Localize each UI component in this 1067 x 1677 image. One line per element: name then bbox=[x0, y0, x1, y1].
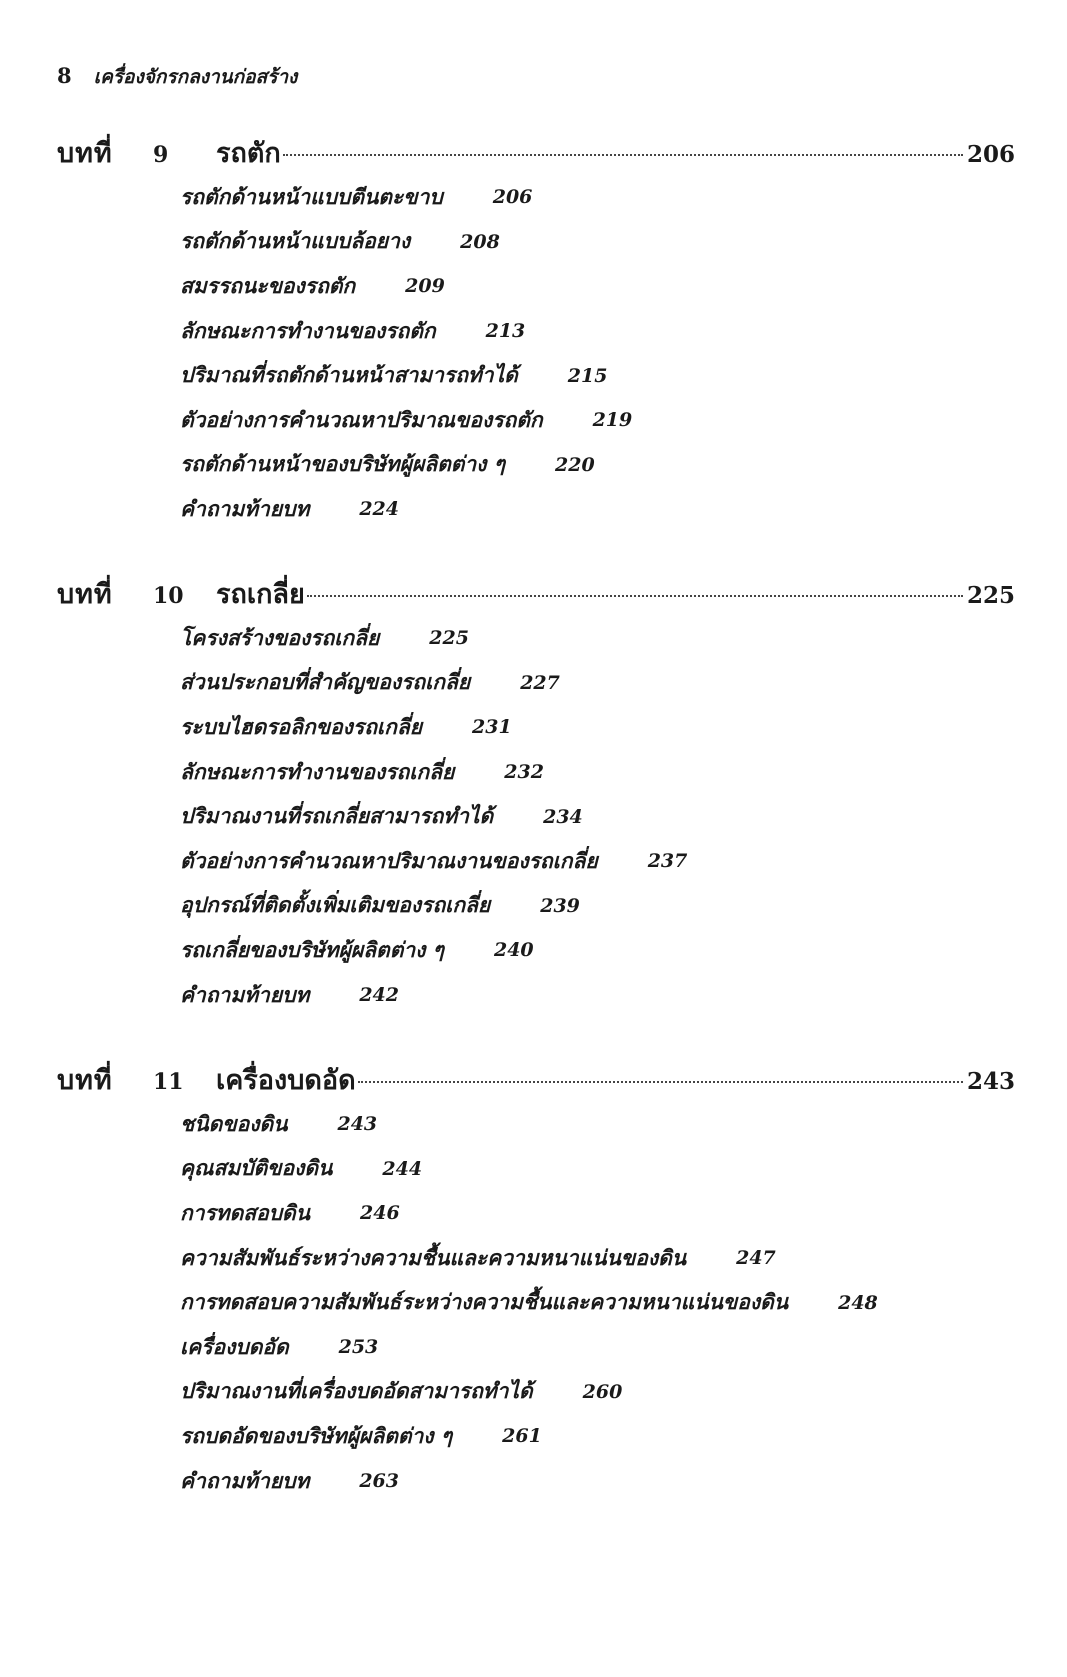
entry-page: 263 bbox=[359, 1470, 399, 1493]
chapter-label: บทที่ bbox=[57, 579, 113, 610]
entry-page: 240 bbox=[493, 939, 534, 962]
toc-entry bbox=[180, 1280, 1015, 1325]
toc-entry bbox=[180, 220, 1015, 265]
dot-leader bbox=[307, 595, 963, 597]
entry-page: 260 bbox=[582, 1380, 623, 1403]
chapter-label: บทที่ bbox=[57, 1065, 113, 1096]
entry-title: อุปกรณ์ที่ติดตั้งเพิ่มเติมของรถเกลี่ย bbox=[180, 892, 491, 918]
toc-entry bbox=[180, 973, 1015, 1018]
toc-entry bbox=[180, 750, 1015, 795]
chapter-page-number: 206 bbox=[966, 141, 1015, 168]
entry-title: คำถามท้ายบท bbox=[180, 1467, 310, 1493]
entry-page: 224 bbox=[359, 498, 399, 521]
entry-title: รถบดอัดของบริษัทผู้ผลิตต่าง ๆ bbox=[180, 1422, 453, 1448]
entry-title: รถตักด้านหน้าแบบล้อยาง bbox=[180, 228, 411, 254]
chapter-heading bbox=[57, 572, 1015, 616]
section-list bbox=[57, 616, 1015, 1017]
entry-page: 248 bbox=[838, 1291, 878, 1314]
entry-title: ส่วนประกอบที่สำคัญของรถเกลี่ย bbox=[180, 669, 471, 695]
toc-entry bbox=[180, 1370, 1015, 1415]
entry-page: 246 bbox=[360, 1202, 400, 1225]
toc-entry bbox=[180, 1147, 1015, 1192]
entry-page: 247 bbox=[736, 1247, 776, 1270]
entry-page: 242 bbox=[359, 984, 399, 1007]
chapter-title: รถตัก bbox=[216, 138, 281, 169]
chapter-number: 9 bbox=[153, 142, 169, 168]
entry-page: 227 bbox=[520, 671, 560, 694]
entry-page: 206 bbox=[492, 186, 533, 209]
chapter-title: รถเกลี่ย bbox=[216, 579, 305, 610]
page-number: 8 bbox=[57, 63, 72, 88]
entry-page: 239 bbox=[540, 894, 580, 917]
entry-title: คุณสมบัติของดิน bbox=[180, 1155, 333, 1181]
dot-leader bbox=[358, 1081, 963, 1083]
chapter-11 bbox=[57, 1058, 1015, 1503]
entry-title: ปริมาณที่รถตักด้านหน้าสามารถทำได้ bbox=[180, 362, 518, 388]
chapter-page-number: 243 bbox=[966, 1068, 1015, 1095]
toc-entry bbox=[180, 264, 1015, 309]
chapter-label: บทที่ bbox=[57, 138, 113, 169]
entry-page: 253 bbox=[338, 1336, 379, 1359]
book-title: เครื่องจักรกลงานก่อสร้าง bbox=[93, 66, 298, 88]
entry-title: ปริมาณงานที่รถเกลี่ยสามารถทำได้ bbox=[180, 803, 494, 829]
entry-title: ปริมาณงานที่เครื่องบดอัดสามารถทำได้ bbox=[180, 1378, 533, 1404]
entry-page: 208 bbox=[460, 230, 500, 253]
entry-title: ตัวอย่างการคำนวณหาปริมาณงานของรถเกลี่ย bbox=[180, 847, 598, 873]
toc-entry bbox=[180, 1459, 1015, 1504]
entry-page: 225 bbox=[429, 627, 469, 650]
toc-entry bbox=[180, 309, 1015, 354]
toc-entry bbox=[180, 487, 1015, 532]
entry-page: 219 bbox=[592, 409, 633, 432]
toc-entry bbox=[180, 353, 1015, 398]
toc-entry bbox=[180, 1102, 1015, 1147]
entry-title: ระบบไฮดรอลิกของรถเกลี่ย bbox=[180, 713, 422, 739]
entry-title: เครื่องบดอัด bbox=[180, 1333, 289, 1359]
entry-page: 243 bbox=[337, 1113, 378, 1136]
toc-entry bbox=[180, 398, 1015, 443]
dot-leader bbox=[283, 154, 963, 156]
entry-title: การทดสอบความสัมพันธ์ระหว่างความชื้นและความหนาแน่นของดิน bbox=[180, 1289, 789, 1315]
section-list bbox=[57, 175, 1015, 532]
toc-entry bbox=[180, 705, 1015, 750]
entry-title: คำถามท้ายบท bbox=[180, 495, 310, 521]
section-list bbox=[57, 1102, 1015, 1503]
chapter-10 bbox=[57, 572, 1015, 1017]
entry-title: โครงสร้างของรถเกลี่ย bbox=[180, 624, 380, 650]
entry-page: 213 bbox=[485, 320, 526, 343]
chapter-9 bbox=[57, 131, 1015, 532]
running-header bbox=[57, 62, 297, 92]
entry-title: ชนิดของดิน bbox=[180, 1110, 288, 1136]
entry-title: รถเกลี่ยของบริษัทผู้ผลิตต่าง ๆ bbox=[180, 936, 444, 962]
chapter-number: 11 bbox=[153, 1069, 184, 1095]
entry-title: ลักษณะการทำงานของรถตัก bbox=[180, 317, 436, 343]
entry-title: การทดสอบดิน bbox=[180, 1199, 311, 1225]
entry-title: ความสัมพันธ์ระหว่างความชื้นและความหนาแน่นของดิน bbox=[180, 1244, 687, 1270]
toc-entry bbox=[180, 616, 1015, 661]
toc-entry bbox=[180, 928, 1015, 973]
entry-title: ตัวอย่างการคำนวณหาปริมาณของรถตัก bbox=[180, 406, 543, 432]
toc-entry bbox=[180, 839, 1015, 884]
entry-page: 232 bbox=[504, 761, 544, 784]
entry-title: ลักษณะการทำงานของรถเกลี่ย bbox=[180, 758, 455, 784]
entry-page: 261 bbox=[502, 1425, 542, 1448]
entry-page: 237 bbox=[647, 850, 688, 873]
chapter-page-number: 225 bbox=[966, 582, 1015, 609]
chapter-title: เครื่องบดอัด bbox=[216, 1065, 356, 1096]
entry-page: 220 bbox=[555, 453, 595, 476]
entry-title: รถตักด้านหน้าของบริษัทผู้ผลิตต่าง ๆ bbox=[180, 451, 506, 477]
toc-entry bbox=[180, 175, 1015, 220]
toc-entry bbox=[180, 1414, 1015, 1459]
toc-entry bbox=[180, 884, 1015, 929]
toc-entry bbox=[180, 1191, 1015, 1236]
toc-entry bbox=[180, 661, 1015, 706]
toc-entry bbox=[180, 1325, 1015, 1370]
entry-page: 244 bbox=[382, 1157, 423, 1180]
entry-page: 231 bbox=[472, 716, 512, 739]
toc-entry bbox=[180, 1236, 1015, 1281]
entry-title: สมรรถนะของรถตัก bbox=[180, 272, 356, 298]
chapter-number: 10 bbox=[153, 583, 184, 609]
chapter-heading bbox=[57, 1058, 1015, 1102]
entry-page: 209 bbox=[405, 275, 445, 298]
entry-title: คำถามท้ายบท bbox=[180, 981, 310, 1007]
entry-page: 234 bbox=[543, 805, 583, 828]
entry-title: รถตักด้านหน้าแบบตีนตะขาบ bbox=[180, 183, 443, 209]
entry-page: 215 bbox=[567, 364, 608, 387]
toc-entry bbox=[180, 794, 1015, 839]
toc-entry bbox=[180, 443, 1015, 488]
chapter-heading bbox=[57, 131, 1015, 175]
